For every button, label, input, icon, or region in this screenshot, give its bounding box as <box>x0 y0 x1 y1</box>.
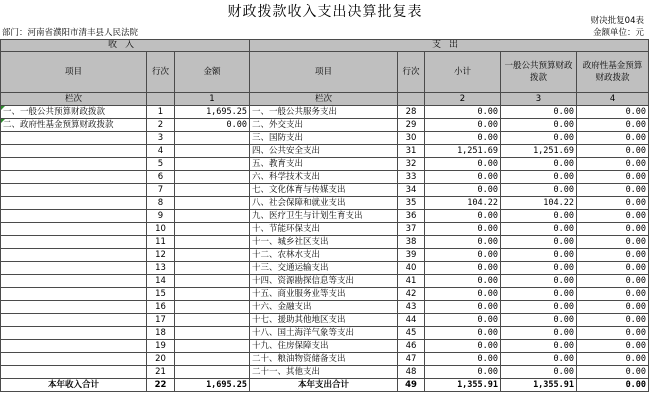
income-item-cell[interactable] <box>1 301 147 314</box>
income-amount-cell[interactable] <box>175 223 250 236</box>
gov-fund-cell[interactable]: 0.00 <box>577 366 649 379</box>
subtotal-cell[interactable]: 0.00 <box>425 262 501 275</box>
general-budget-cell[interactable]: 0.00 <box>501 210 577 223</box>
expense-item-cell[interactable]: 二十、粮油物资储备支出 <box>250 353 398 366</box>
table-row <box>1 132 649 145</box>
expense-row-no-cell[interactable]: 33 <box>398 171 425 184</box>
subtotal-cell[interactable]: 1,251.69 <box>425 145 501 158</box>
expense-item-cell[interactable]: 十、节能环保支出 <box>250 223 398 236</box>
income-amount-cell[interactable] <box>175 366 250 379</box>
subtotal-total[interactable]: 1,355.91 <box>425 379 501 392</box>
expense-item-cell[interactable]: 一、一般公共服务支出 <box>250 106 398 119</box>
income-row-no-cell[interactable]: 16 <box>147 301 175 314</box>
expense-item-cell[interactable]: 八、社会保障和就业支出 <box>250 197 398 210</box>
income-amount-cell[interactable] <box>175 301 250 314</box>
general-budget-header[interactable]: 一般公共预算财政拨款 <box>501 52 577 93</box>
table-row <box>1 223 649 236</box>
gov-fund-cell[interactable]: 0.00 <box>577 340 649 353</box>
general-budget-cell[interactable]: 0.00 <box>501 106 577 119</box>
expense-row-no-cell[interactable]: 47 <box>398 353 425 366</box>
general-budget-cell[interactable]: 0.00 <box>501 275 577 288</box>
income-item-cell[interactable] <box>1 236 147 249</box>
expense-row-no-cell[interactable]: 37 <box>398 223 425 236</box>
fiscal-report-table <box>0 39 649 392</box>
gov-fund-cell[interactable]: 0.00 <box>577 158 649 171</box>
income-amount-cell[interactable]: 0.00 <box>175 119 250 132</box>
general-column-index[interactable]: 3 <box>501 93 577 106</box>
income-column-blank[interactable] <box>147 93 175 106</box>
general-budget-cell[interactable]: 0.00 <box>501 340 577 353</box>
income-row-no-cell[interactable]: 15 <box>147 288 175 301</box>
income-row-no-cell[interactable]: 11 <box>147 236 175 249</box>
income-row-no-header[interactable]: 行次 <box>147 52 175 93</box>
expense-row-no-cell[interactable]: 46 <box>398 340 425 353</box>
subtotal-cell[interactable]: 0.00 <box>425 210 501 223</box>
expense-item-cell[interactable]: 十五、商业服务业等支出 <box>250 288 398 301</box>
subtotal-cell[interactable]: 0.00 <box>425 158 501 171</box>
income-amount-cell[interactable]: 1,695.25 <box>175 106 250 119</box>
expense-item-cell[interactable]: 十一、城乡社区支出 <box>250 236 398 249</box>
gov-fund-cell[interactable]: 0.00 <box>577 249 649 262</box>
income-amount-cell[interactable] <box>175 249 250 262</box>
general-budget-cell[interactable]: 0.00 <box>501 327 577 340</box>
income-item-cell[interactable] <box>1 210 147 223</box>
income-total-amount[interactable]: 1,695.25 <box>175 379 250 392</box>
income-amount-header[interactable]: 金额 <box>175 52 250 93</box>
gov-fund-cell[interactable]: 0.00 <box>577 210 649 223</box>
table-row <box>1 262 649 275</box>
table-row <box>1 327 649 340</box>
table-row <box>1 288 649 301</box>
income-amount-cell[interactable] <box>175 288 250 301</box>
table-row <box>1 366 649 379</box>
report-title: 财政拨款收入支出决算批复表 <box>227 4 423 20</box>
gov-fund-cell[interactable]: 0.00 <box>577 301 649 314</box>
income-row-no-cell[interactable]: 5 <box>147 158 175 171</box>
table-row <box>1 158 649 171</box>
general-budget-cell[interactable]: 1,251.69 <box>501 145 577 158</box>
income-row-no-cell[interactable]: 12 <box>147 249 175 262</box>
gov-fund-cell[interactable]: 0.00 <box>577 132 649 145</box>
gov-fund-cell[interactable]: 0.00 <box>577 145 649 158</box>
form-code-label: 财决批复04表 <box>590 16 644 26</box>
gov-fund-cell[interactable]: 0.00 <box>577 236 649 249</box>
expense-row-no-cell[interactable]: 44 <box>398 314 425 327</box>
subtotal-cell[interactable]: 0.00 <box>425 301 501 314</box>
expense-item-cell[interactable]: 五、教育支出 <box>250 158 398 171</box>
income-item-cell[interactable] <box>1 314 147 327</box>
expense-item-cell[interactable]: 六、科学技术支出 <box>250 171 398 184</box>
gov-fund-total[interactable]: 0.00 <box>577 379 649 392</box>
income-row-no-cell[interactable]: 17 <box>147 314 175 327</box>
general-budget-cell[interactable]: 0.00 <box>501 171 577 184</box>
income-amount-cell[interactable] <box>175 340 250 353</box>
income-item-cell[interactable] <box>1 353 147 366</box>
table-row <box>1 197 649 210</box>
general-budget-cell[interactable]: 0.00 <box>501 366 577 379</box>
income-item-cell[interactable] <box>1 223 147 236</box>
income-amount-cell[interactable] <box>175 327 250 340</box>
expense-row-no-cell[interactable]: 36 <box>398 210 425 223</box>
general-budget-cell[interactable]: 0.00 <box>501 119 577 132</box>
income-amount-cell[interactable] <box>175 197 250 210</box>
gov-fund-cell[interactable]: 0.00 <box>577 223 649 236</box>
income-item-cell[interactable] <box>1 132 147 145</box>
income-column-index[interactable]: 1 <box>175 93 250 106</box>
expense-row-no-cell[interactable]: 38 <box>398 236 425 249</box>
income-total-row-no[interactable]: 22 <box>147 379 175 392</box>
table-row <box>1 210 649 223</box>
gov-fund-cell[interactable]: 0.00 <box>577 314 649 327</box>
expense-item-cell[interactable]: 十四、资源勘探信息等支出 <box>250 275 398 288</box>
income-row-no-cell[interactable]: 18 <box>147 327 175 340</box>
general-budget-cell[interactable]: 0.00 <box>501 262 577 275</box>
income-item-cell[interactable] <box>1 197 147 210</box>
subtotal-cell[interactable]: 0.00 <box>425 184 501 197</box>
expense-total-label[interactable]: 本年支出合计 <box>250 379 398 392</box>
expense-column-label[interactable]: 栏次 <box>250 93 398 106</box>
income-item-cell[interactable] <box>1 249 147 262</box>
gov-fund-cell[interactable]: 0.00 <box>577 184 649 197</box>
expense-row-no-cell[interactable]: 28 <box>398 106 425 119</box>
income-row-no-cell[interactable]: 4 <box>147 145 175 158</box>
expense-total-row-no[interactable]: 49 <box>398 379 425 392</box>
income-item-cell[interactable] <box>1 366 147 379</box>
table-row <box>1 249 649 262</box>
expense-row-no-cell[interactable]: 34 <box>398 184 425 197</box>
fund-column-index[interactable]: 4 <box>577 93 649 106</box>
amount-unit-label: 金额单位：元 <box>592 28 644 38</box>
income-section-header[interactable]: 收入 <box>1 40 250 52</box>
income-row-no-cell[interactable]: 10 <box>147 223 175 236</box>
department-label: 部门：河南省濮阳市清丰县人民法院 <box>2 28 139 38</box>
income-amount-cell[interactable] <box>175 158 250 171</box>
income-amount-cell[interactable] <box>175 184 250 197</box>
income-row-no-cell[interactable]: 8 <box>147 197 175 210</box>
expense-item-cell[interactable]: 三、国防支出 <box>250 132 398 145</box>
income-amount-cell[interactable] <box>175 132 250 145</box>
expense-section-header[interactable]: 支出 <box>250 40 649 52</box>
subtotal-cell[interactable]: 0.00 <box>425 353 501 366</box>
subtotal-cell[interactable]: 0.00 <box>425 314 501 327</box>
expense-row-no-cell[interactable]: 41 <box>398 275 425 288</box>
gov-fund-cell[interactable]: 0.00 <box>577 288 649 301</box>
gov-fund-cell[interactable]: 0.00 <box>577 197 649 210</box>
table-row <box>1 353 649 366</box>
income-row-no-cell[interactable]: 14 <box>147 275 175 288</box>
column-header-row <box>1 52 649 93</box>
expense-item-cell[interactable]: 十九、住房保障支出 <box>250 340 398 353</box>
general-budget-total[interactable]: 1,355.91 <box>501 379 577 392</box>
expense-item-cell[interactable]: 十七、援助其他地区支出 <box>250 314 398 327</box>
subtotal-cell[interactable]: 0.00 <box>425 275 501 288</box>
expense-row-no-cell[interactable]: 29 <box>398 119 425 132</box>
income-amount-cell[interactable] <box>175 262 250 275</box>
gov-fund-cell[interactable]: 0.00 <box>577 262 649 275</box>
table-row <box>1 301 649 314</box>
table-row <box>1 145 649 158</box>
income-row-no-cell[interactable]: 6 <box>147 171 175 184</box>
table-row <box>1 171 649 184</box>
subtotal-cell[interactable]: 0.00 <box>425 223 501 236</box>
income-row-no-cell[interactable]: 13 <box>147 262 175 275</box>
expense-row-no-cell[interactable]: 39 <box>398 249 425 262</box>
general-budget-cell[interactable]: 0.00 <box>501 249 577 262</box>
general-budget-cell[interactable]: 0.00 <box>501 184 577 197</box>
general-budget-cell[interactable]: 0.00 <box>501 314 577 327</box>
income-item-cell[interactable]: 二、政府性基金预算财政拨款 <box>1 119 147 132</box>
income-amount-cell[interactable] <box>175 275 250 288</box>
income-item-cell[interactable] <box>1 145 147 158</box>
income-amount-cell[interactable] <box>175 236 250 249</box>
income-row-no-cell[interactable]: 7 <box>147 184 175 197</box>
subtotal-column-index[interactable]: 2 <box>425 93 501 106</box>
expense-item-cell[interactable]: 二十一、其他支出 <box>250 366 398 379</box>
expense-row-no-cell[interactable]: 31 <box>398 145 425 158</box>
income-item-cell[interactable] <box>1 158 147 171</box>
subtotal-cell[interactable]: 0.00 <box>425 340 501 353</box>
income-row-no-cell[interactable]: 3 <box>147 132 175 145</box>
subtotal-cell[interactable]: 0.00 <box>425 327 501 340</box>
gov-fund-cell[interactable]: 0.00 <box>577 353 649 366</box>
subtotal-header[interactable]: 小计 <box>425 52 501 93</box>
expense-row-no-cell[interactable]: 42 <box>398 288 425 301</box>
expense-item-cell[interactable]: 二、外交支出 <box>250 119 398 132</box>
expense-item-header[interactable]: 项目 <box>250 52 398 93</box>
gov-fund-cell[interactable]: 0.00 <box>577 327 649 340</box>
gov-fund-cell[interactable]: 0.00 <box>577 119 649 132</box>
general-budget-cell[interactable]: 104.22 <box>501 197 577 210</box>
expense-row-no-cell[interactable]: 40 <box>398 262 425 275</box>
table-row <box>1 314 649 327</box>
gov-fund-cell[interactable]: 0.00 <box>577 106 649 119</box>
general-budget-cell[interactable]: 0.00 <box>501 301 577 314</box>
general-budget-cell[interactable]: 0.00 <box>501 223 577 236</box>
subtotal-cell[interactable]: 104.22 <box>425 197 501 210</box>
expense-item-cell[interactable]: 十三、交通运输支出 <box>250 262 398 275</box>
subtotal-cell[interactable]: 0.00 <box>425 119 501 132</box>
table-row <box>1 106 649 119</box>
income-row-no-cell[interactable]: 1 <box>147 106 175 119</box>
expense-item-cell[interactable]: 四、公共安全支出 <box>250 145 398 158</box>
expense-row-no-cell[interactable]: 30 <box>398 132 425 145</box>
income-amount-cell[interactable] <box>175 353 250 366</box>
subtotal-cell[interactable]: 0.00 <box>425 171 501 184</box>
income-column-label[interactable]: 栏次 <box>1 93 147 106</box>
table-row <box>1 236 649 249</box>
total-row <box>1 379 649 392</box>
general-budget-cell[interactable]: 0.00 <box>501 158 577 171</box>
general-budget-cell[interactable]: 0.00 <box>501 288 577 301</box>
subtotal-cell[interactable]: 0.00 <box>425 132 501 145</box>
income-item-cell[interactable] <box>1 184 147 197</box>
expense-item-cell[interactable]: 九、医疗卫生与计划生育支出 <box>250 210 398 223</box>
expense-row-no-cell[interactable]: 32 <box>398 158 425 171</box>
expense-row-no-cell[interactable]: 35 <box>398 197 425 210</box>
table-row <box>1 340 649 353</box>
income-row-no-cell[interactable]: 19 <box>147 340 175 353</box>
gov-fund-header[interactable]: 政府性基金预算财政拨款 <box>577 52 649 93</box>
general-budget-cell[interactable]: 0.00 <box>501 236 577 249</box>
income-amount-cell[interactable] <box>175 314 250 327</box>
income-item-cell[interactable]: 一、一般公共预算财政拨款 <box>1 106 147 119</box>
subtotal-cell[interactable]: 0.00 <box>425 249 501 262</box>
general-budget-cell[interactable]: 0.00 <box>501 353 577 366</box>
subtotal-cell[interactable]: 0.00 <box>425 366 501 379</box>
income-total-label[interactable]: 本年收入合计 <box>1 379 147 392</box>
expense-item-cell[interactable]: 七、文化体育与传媒支出 <box>250 184 398 197</box>
subtotal-cell[interactable]: 0.00 <box>425 106 501 119</box>
expense-item-cell[interactable]: 十六、金融支出 <box>250 301 398 314</box>
table-row <box>1 119 649 132</box>
expense-row-no-cell[interactable]: 48 <box>398 366 425 379</box>
expense-item-cell[interactable]: 十八、国土海洋气象等支出 <box>250 327 398 340</box>
gov-fund-cell[interactable]: 0.00 <box>577 171 649 184</box>
income-row-no-cell[interactable]: 20 <box>147 353 175 366</box>
table-row <box>1 275 649 288</box>
income-row-no-cell[interactable]: 21 <box>147 366 175 379</box>
expense-row-no-header[interactable]: 行次 <box>398 52 425 93</box>
section-header-row <box>1 40 649 52</box>
income-item-cell[interactable] <box>1 288 147 301</box>
gov-fund-cell[interactable]: 0.00 <box>577 275 649 288</box>
income-item-header[interactable]: 项目 <box>1 52 147 93</box>
income-row-no-cell[interactable]: 9 <box>147 210 175 223</box>
income-amount-cell[interactable] <box>175 210 250 223</box>
expense-row-no-cell[interactable]: 43 <box>398 301 425 314</box>
income-item-cell[interactable] <box>1 171 147 184</box>
expense-item-cell[interactable]: 十二、农林水支出 <box>250 249 398 262</box>
income-item-cell[interactable] <box>1 327 147 340</box>
column-index-row <box>1 93 649 106</box>
income-amount-cell[interactable] <box>175 171 250 184</box>
table-row <box>1 184 649 197</box>
income-amount-cell[interactable] <box>175 145 250 158</box>
expense-row-no-cell[interactable]: 45 <box>398 327 425 340</box>
income-item-cell[interactable] <box>1 340 147 353</box>
expense-column-blank[interactable] <box>398 93 425 106</box>
subtotal-cell[interactable]: 0.00 <box>425 236 501 249</box>
income-row-no-cell[interactable]: 2 <box>147 119 175 132</box>
general-budget-cell[interactable]: 0.00 <box>501 132 577 145</box>
subtotal-cell[interactable]: 0.00 <box>425 288 501 301</box>
income-item-cell[interactable] <box>1 275 147 288</box>
income-item-cell[interactable] <box>1 262 147 275</box>
